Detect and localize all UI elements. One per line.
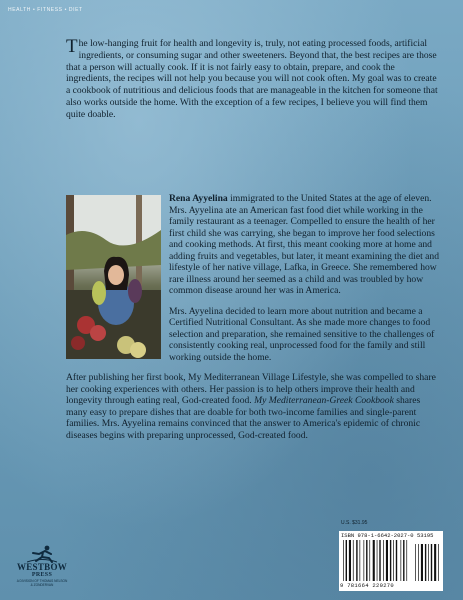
publisher-name: WESTBOW	[16, 562, 68, 572]
barcode-bar	[346, 540, 347, 581]
barcode-bar	[366, 540, 367, 581]
barcode-bar	[396, 540, 397, 581]
barcode-addon-bar	[434, 544, 436, 581]
bio-text-3b: shares many easy to prepare dishes that are doable for both two-income families and single-parent families. Mrs. Ayyelina remains convinced that the answer to America's epidemic of chronic diseases begins with preparing unprocessed, God-created food.	[66, 395, 421, 441]
publisher-name-2: PRESS	[31, 572, 53, 578]
barcode-addon-bar	[438, 544, 439, 581]
barcode-bar	[377, 540, 378, 581]
author-photo-illustration	[66, 195, 161, 359]
barcode-addon-bar	[418, 544, 419, 581]
bio-paragraph-3	[66, 372, 441, 441]
barcode-bar	[356, 540, 357, 581]
barcode-bar	[390, 540, 391, 581]
barcode-bar	[403, 540, 404, 581]
barcode-bar	[383, 540, 384, 581]
publisher-logo	[12, 545, 72, 591]
runner-icon	[27, 545, 57, 563]
barcode-bar	[393, 540, 394, 581]
bio-text-1: immigrated to the United States at the age of eleven. Mrs. Ayyelina ate an American fast food diet while working in the family restaurant as a teenager. Compelled to ensure the health of her first child she was carrying, she began to improve her food selections and cooking methods. At first, this meant cooking more at home and adding fruits and vegetables, but later, it meant examining the diet and lifestyle of her native village, Lafka, in Greece. She remembered how rare illness around her seemed as a child and was troubled by how common disease around her was in America.	[169, 193, 440, 296]
ean-number: 9 781664 220270	[340, 582, 395, 589]
author-name: Rena Ayyelina	[169, 193, 228, 204]
intro-paragraph	[66, 38, 438, 121]
barcode-addon-bar	[421, 544, 423, 581]
barcode-addon-bar	[428, 544, 429, 581]
barcode-addon-bar	[425, 544, 426, 581]
barcode-bar	[406, 540, 407, 581]
bio-paragraph-2: Mrs. Ayyelina decided to learn more about nutrition and became a Certified Nutritional Consultant. As she made more changes to food selection and preparation, she remained sensitive to the challenges of consistently cooking real, unprocessed food for the family and still working outside the home.	[169, 305, 435, 363]
book-title: My Mediterranean-Greek Cookbook	[254, 395, 394, 406]
barcode-bar	[373, 540, 375, 581]
isbn-barcode	[339, 531, 443, 591]
barcode-bar	[386, 540, 388, 581]
barcode-addon-bar	[431, 544, 432, 581]
drop-cap: T	[66, 36, 78, 57]
barcode-bar	[401, 540, 402, 581]
bio-text-3a: After publishing her first book, My Mediterranean Village Lifestyle, she was compelled to share her cooking experiences with others. Her passion is to help others improve their health and longevity through eating real, God-created food.	[66, 372, 436, 406]
price-label: U.S. $31.95	[341, 520, 368, 526]
barcode-bar	[353, 540, 354, 581]
barcode-bar	[349, 540, 351, 581]
barcode-bar	[364, 540, 365, 581]
author-bio	[66, 193, 441, 450]
isbn-number: ISBN 978-1-6642-2027-0	[341, 532, 414, 539]
barcode-addon-bar	[415, 544, 416, 581]
category-label: HEALTH • FITNESS • DIET	[8, 7, 83, 13]
price-code: 53195	[416, 532, 434, 539]
publisher-tagline-1: A DIVISION OF THOMAS NELSON	[16, 579, 68, 583]
intro-text: he low-hanging fruit for health and longevity is, truly, not eating processed foods, artificial ingredients, or consuming sugar and other sweeteners. Beyond that, the best recipes are those that a person will actually cook. If it is not fairly easy to obtain, prepare, and cook the ingredients, the recipes will not help you because you will not cook often. My goal was to create a cookbook of nutritious and delicious foods that are manageable in the kitchen for someone that also works outside the home. With the exception of a few recipes, I believe you will find them quite doable.	[66, 38, 438, 120]
author-photo	[66, 195, 161, 359]
barcode-bar	[360, 540, 361, 581]
barcode-bar	[369, 540, 370, 581]
barcode-bar	[379, 540, 380, 581]
barcode-bar	[343, 540, 344, 581]
publisher-tagline-2: & ZONDERVAN	[30, 583, 54, 587]
